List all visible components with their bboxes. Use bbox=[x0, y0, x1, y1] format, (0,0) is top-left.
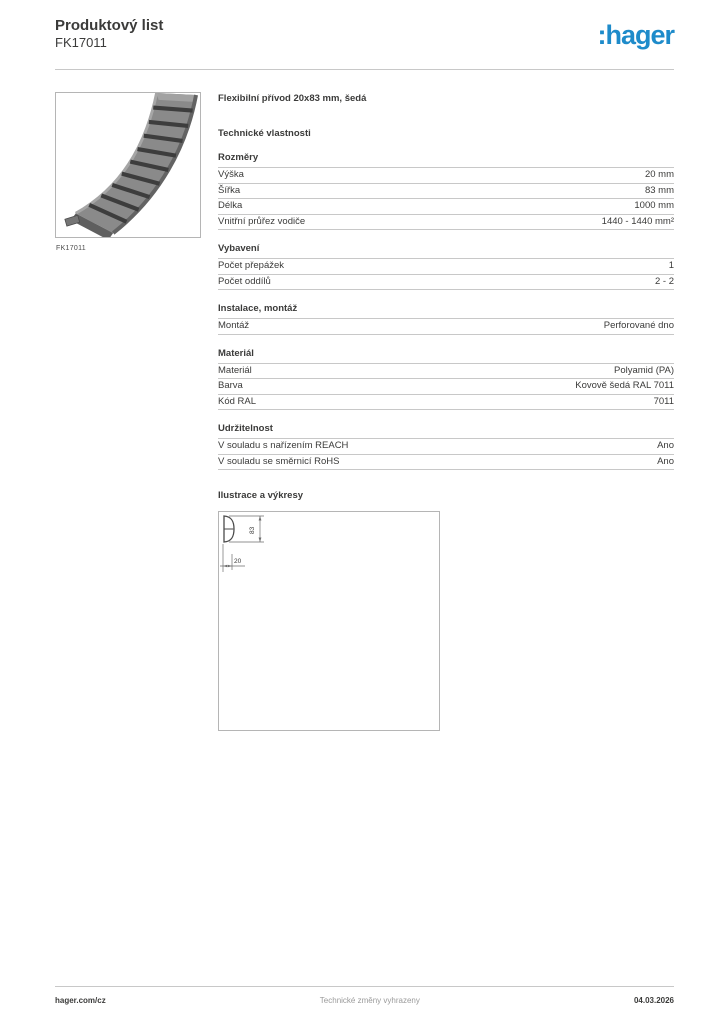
footer-notice: Technické změny vyhrazeny bbox=[319, 996, 420, 1005]
spec-row bbox=[218, 275, 674, 291]
spec-row bbox=[218, 455, 674, 471]
footer-website-link[interactable]: hager.com/cz bbox=[55, 996, 106, 1005]
section-dimensions bbox=[218, 152, 674, 230]
spec-row bbox=[218, 184, 674, 200]
section-installation bbox=[218, 303, 674, 335]
spec-label: Materiál bbox=[218, 364, 252, 376]
spec-row bbox=[218, 364, 674, 380]
spec-label: Délka bbox=[218, 200, 243, 211]
spec-label: Šířka bbox=[218, 184, 241, 196]
spec-value: 1440 - 1440 mm² bbox=[601, 215, 674, 227]
product-id: FK17011 bbox=[55, 35, 107, 50]
spec-label: Vnitřní průřez vodiče bbox=[218, 215, 306, 227]
section-title: Rozměry bbox=[218, 152, 674, 168]
spec-row bbox=[218, 439, 674, 455]
section-title: Vybavení bbox=[218, 243, 674, 259]
section-sustainability bbox=[218, 423, 674, 470]
spec-value: Perforované dno bbox=[603, 320, 674, 331]
spec-label: Barva bbox=[218, 380, 243, 391]
spec-value: Polyamid (PA) bbox=[613, 364, 674, 376]
spec-value: 1 bbox=[668, 260, 674, 271]
header-divider bbox=[55, 69, 674, 70]
spec-row bbox=[218, 259, 674, 275]
cross-section-drawing bbox=[219, 512, 439, 730]
spec-label: Počet oddílů bbox=[218, 275, 271, 287]
page-title: Produktový list bbox=[55, 17, 164, 34]
footer-divider bbox=[55, 986, 674, 987]
spec-label: V souladu s nařízením REACH bbox=[218, 440, 349, 451]
technical-drawing bbox=[218, 511, 440, 731]
flexible-conduit-illustration bbox=[56, 93, 200, 237]
spec-row bbox=[218, 379, 674, 395]
spec-value: 20 mm bbox=[644, 169, 674, 180]
spec-label: Montáž bbox=[218, 320, 250, 331]
spec-value: 2 - 2 bbox=[654, 275, 674, 287]
spec-row bbox=[218, 199, 674, 215]
section-title: Udržitelnost bbox=[218, 423, 674, 439]
spec-value: Ano bbox=[657, 440, 674, 451]
spec-row bbox=[218, 168, 674, 184]
spec-value: 83 mm bbox=[644, 184, 674, 196]
section-title: Instalace, montáž bbox=[218, 303, 674, 319]
spec-row bbox=[218, 319, 674, 335]
spec-value: Kovově šedá RAL 7011 bbox=[575, 380, 674, 391]
footer-date: 04.03.2026 bbox=[633, 996, 674, 1005]
drawing-width-dimension: 20 bbox=[234, 558, 242, 565]
section-title: Materiál bbox=[218, 348, 674, 364]
spec-label: Počet přepážek bbox=[218, 260, 285, 271]
spec-label: V souladu se směrnicí RoHS bbox=[218, 455, 340, 467]
tech-properties-heading: Technické vlastnosti bbox=[218, 128, 311, 139]
spec-row bbox=[218, 395, 674, 411]
illustrations-heading: Ilustrace a výkresy bbox=[218, 490, 304, 501]
header bbox=[55, 18, 674, 50]
hager-logo: :hager bbox=[597, 20, 674, 50]
footer bbox=[55, 996, 674, 1005]
product-image-caption: FK17011 bbox=[56, 245, 86, 252]
product-title: Flexibilní přívod 20x83 mm, šedá bbox=[218, 93, 367, 104]
spec-value: 1000 mm bbox=[634, 200, 674, 211]
product-image bbox=[55, 92, 201, 238]
spec-value: Ano bbox=[657, 455, 674, 467]
spec-value: 7011 bbox=[653, 395, 674, 407]
section-material bbox=[218, 348, 674, 411]
spec-label: Výška bbox=[218, 169, 244, 180]
drawing-height-dimension: 83 bbox=[249, 526, 256, 534]
content-column bbox=[218, 93, 674, 731]
spec-label: Kód RAL bbox=[218, 395, 257, 407]
spec-row bbox=[218, 215, 674, 231]
section-equipment bbox=[218, 243, 674, 290]
